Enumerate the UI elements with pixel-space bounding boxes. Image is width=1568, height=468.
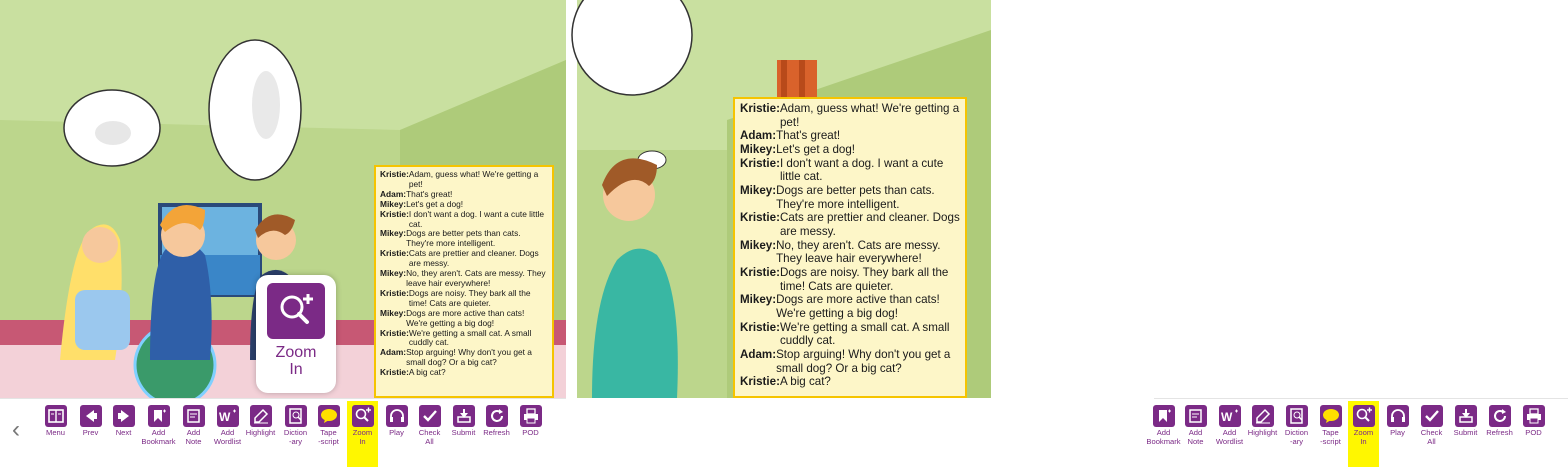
transcript-speech: Let's get a dog!: [776, 143, 856, 157]
zoom-in-button[interactable]: [347, 401, 378, 467]
transcript-speaker: Kristie:: [380, 248, 409, 259]
transcript-speaker: Mikey:: [740, 293, 777, 307]
play-label: Play: [1390, 428, 1405, 437]
transcript-line: [380, 329, 548, 349]
transcript-speaker: Adam:: [380, 188, 407, 199]
transcript-line: [380, 210, 548, 230]
transcript-speech: Cats are prettier and cleaner. Dogs are messy.: [779, 211, 960, 239]
check-icon: [1421, 405, 1443, 427]
add-bookmark-label: Add Bookmark: [141, 428, 176, 446]
transcript-speaker: Kristie:: [380, 367, 409, 378]
transcript-line: [380, 368, 548, 378]
transcript-speaker: Kristie:: [740, 266, 780, 280]
submit-button[interactable]: [1450, 401, 1481, 467]
prev-button[interactable]: [75, 401, 106, 467]
pod-label: POD: [522, 428, 539, 437]
pod-button[interactable]: [1518, 401, 1549, 467]
tapescript-label: Tape -script: [318, 428, 339, 446]
pod-label: POD: [1525, 428, 1542, 437]
left-page-panel: [0, 0, 566, 468]
highlight-icon: [1252, 405, 1274, 427]
add-note-label: Add Note: [1187, 428, 1204, 446]
wordlist-icon: [1219, 405, 1241, 427]
transcript-line: [740, 143, 960, 157]
transcript-speaker: Mikey:: [740, 238, 777, 252]
transcript-speech: Dogs are better pets than cats. They're more intelligent.: [406, 228, 521, 249]
bottom-toolbar-right: [1146, 398, 1568, 468]
transcript-speech: Dogs are better pets than cats. They're more intelligent.: [776, 184, 935, 211]
transcript-line: [740, 348, 960, 375]
transcript-speaker: Kristie:: [740, 320, 780, 334]
refresh-label: Refresh: [1486, 428, 1513, 437]
transcript-line: [380, 289, 548, 309]
zoom-in-popup-label: Zoom In: [275, 344, 317, 378]
highlight-icon: [250, 405, 272, 427]
transcript-line: [740, 293, 960, 320]
transcript-speech: I don't want a dog. I want a cute little cat.: [779, 156, 944, 184]
dictionary-button[interactable]: [1281, 401, 1312, 467]
dictionary-button[interactable]: [280, 401, 311, 467]
transcript-speech: Dogs are noisy. They bark all the time! Cats are quieter.: [408, 287, 531, 308]
transcript-speaker: Mikey:: [380, 198, 407, 209]
add-wordlist-button[interactable]: [1214, 401, 1245, 467]
transcript-speech: A big cat?: [408, 367, 446, 378]
wordlist-icon: [217, 405, 239, 427]
note-icon: [1185, 405, 1207, 427]
play-label: Play: [389, 428, 404, 437]
check-icon: [419, 405, 441, 427]
add-wordlist-label: Add Wordlist: [213, 428, 242, 446]
svg-text:W: W: [218, 410, 230, 424]
highlight-label: Highlight: [245, 428, 276, 437]
next-label: Next: [115, 428, 132, 437]
submit-button[interactable]: [448, 401, 479, 467]
next-button[interactable]: [108, 401, 139, 467]
transcript-speech: We're getting a small cat. A small cuddly cat.: [779, 320, 950, 348]
submit-label: Submit: [1453, 428, 1478, 437]
transcript-speaker: Mikey:: [380, 268, 407, 279]
check-all-button[interactable]: [1416, 401, 1447, 467]
transcript-speech: No, they aren't. Cats are messy. They leave hair everywhere!: [776, 238, 941, 266]
transcript-speech: Let's get a dog!: [406, 198, 464, 209]
transcript-speech: A big cat?: [779, 375, 831, 389]
transcript-line: [380, 170, 548, 190]
add-wordlist-button[interactable]: [212, 401, 243, 467]
play-button[interactable]: [381, 401, 412, 467]
menu-button[interactable]: [40, 401, 71, 467]
transcript-speaker: Adam:: [740, 129, 777, 143]
submit-label: Submit: [451, 428, 476, 437]
speech-bubble-icon: [1320, 405, 1342, 427]
add-bookmark-label: Add Bookmark: [1146, 428, 1181, 446]
transcript-speech: That's great!: [406, 188, 453, 199]
transcript-speech: Stop arguing! Why don't you get a small dog? Or a big cat?: [406, 347, 532, 368]
add-note-button[interactable]: [1180, 401, 1211, 467]
transcript-speaker: Kristie:: [380, 208, 409, 219]
transcript-speaker: Mikey:: [740, 184, 777, 198]
transcript-speech: I don't want a dog. I want a cute little cat.: [408, 208, 545, 229]
tapescript-button[interactable]: [1315, 401, 1346, 467]
refresh-button[interactable]: [1484, 401, 1515, 467]
bookmark-icon: [1153, 405, 1175, 427]
transcript-line: [380, 249, 548, 269]
refresh-button[interactable]: [481, 401, 512, 467]
tapescript-label: Tape -script: [1320, 428, 1341, 446]
chevron-left-icon[interactable]: ‹: [12, 416, 20, 443]
add-note-button[interactable]: [178, 401, 209, 467]
transcript-speaker: Kristie:: [380, 327, 409, 338]
zoom-in-popup-button[interactable]: [256, 275, 336, 393]
highlight-button[interactable]: [1247, 401, 1278, 467]
transcript-speaker: Kristie:: [740, 156, 780, 170]
next-icon: [113, 405, 135, 427]
check-all-label: Check All: [1420, 428, 1443, 446]
refresh-label: Refresh: [483, 428, 510, 437]
dictionary-label: Diction -ary: [283, 428, 308, 446]
add-bookmark-button[interactable]: [143, 401, 174, 467]
dictionary-label: Diction -ary: [1284, 428, 1309, 446]
transcript-line: [380, 348, 548, 368]
transcript-speaker: Kristie:: [740, 102, 780, 115]
tapescript-button[interactable]: [313, 401, 344, 467]
highlight-label: Highlight: [1247, 428, 1278, 437]
tapescript-transcript: [374, 165, 554, 398]
transcript-speaker: Mikey:: [380, 228, 407, 239]
transcript-line: [380, 229, 548, 249]
headphones-icon: [1387, 405, 1409, 427]
transcript-speaker: Adam:: [740, 348, 777, 362]
transcript-speech: Dogs are noisy. They bark all the time! Cats are quieter.: [779, 266, 949, 293]
menu-label: Menu: [46, 428, 65, 437]
printer-icon: [520, 405, 542, 427]
transcript-speech: No, they aren't. Cats are messy. They leave hair everywhere!: [406, 268, 546, 288]
transcript-speech: Stop arguing! Why don't you get a small dog? Or a big cat?: [776, 348, 951, 375]
bookmark-icon: [148, 405, 170, 427]
zoom-in-label: Zoom In: [352, 428, 373, 446]
svg-text:W: W: [1220, 410, 1232, 424]
zoom-in-icon: [1353, 405, 1375, 427]
tapescript-transcript-zoomed: [733, 97, 967, 398]
zoom-in-label: Zoom In: [1353, 428, 1374, 446]
refresh-icon: [1489, 405, 1511, 427]
dictionary-icon: [285, 405, 307, 427]
check-all-label: Check All: [418, 428, 441, 446]
check-all-button[interactable]: [414, 401, 445, 467]
add-note-label: Add Note: [185, 428, 202, 446]
transcript-line: [740, 375, 960, 389]
transcript-speaker: Kristie:: [380, 287, 409, 298]
transcript-speaker: Kristie:: [740, 211, 780, 225]
note-icon: [183, 405, 205, 427]
prev-label: Prev: [82, 428, 99, 437]
transcript-speaker: Kristie:: [740, 375, 780, 389]
transcript-line: [740, 266, 960, 293]
transcript-line: [740, 239, 960, 266]
zoom-in-icon: [267, 283, 325, 339]
bottom-toolbar-left: [0, 398, 566, 468]
highlight-button[interactable]: [245, 401, 276, 467]
transcript-speech: We're getting a small cat. A small cuddly cat.: [408, 327, 532, 348]
printer-icon: [1523, 405, 1545, 427]
refresh-icon: [486, 405, 508, 427]
menu-icon: [45, 405, 67, 427]
submit-icon: [453, 405, 475, 427]
transcript-speech: That's great!: [776, 129, 841, 143]
add-wordlist-label: Add Wordlist: [1215, 428, 1244, 446]
transcript-line: [740, 184, 960, 211]
transcript-line: [740, 102, 960, 129]
transcript-line: [740, 157, 960, 184]
prev-icon: [80, 405, 102, 427]
transcript-speech: Adam, guess what! We're getting a pet!: [408, 169, 539, 189]
transcript-speaker: Mikey:: [740, 143, 777, 157]
submit-icon: [1455, 405, 1477, 427]
transcript-line: [740, 211, 960, 238]
zoom-in-icon: [352, 405, 374, 427]
play-button[interactable]: [1382, 401, 1413, 467]
transcript-speech: Cats are prettier and cleaner. Dogs are messy.: [408, 248, 539, 269]
transcript-line: [740, 321, 960, 348]
speech-bubble-icon: [318, 405, 340, 427]
transcript-speaker: Mikey:: [380, 307, 407, 318]
transcript-speaker: Kristie:: [380, 169, 409, 179]
transcript-speaker: Adam:: [380, 347, 407, 358]
transcript-line: [380, 309, 548, 329]
transcript-speech: Dogs are more active than cats! We're getting a big dog!: [406, 307, 525, 328]
dictionary-icon: [1286, 405, 1308, 427]
transcript-speech: Adam, guess what! We're getting a pet!: [779, 102, 960, 129]
add-bookmark-button[interactable]: [1148, 401, 1179, 467]
pod-button[interactable]: [515, 401, 546, 467]
transcript-line: [740, 129, 960, 143]
headphones-icon: [386, 405, 408, 427]
zoom-in-button[interactable]: [1348, 401, 1379, 467]
transcript-speech: Dogs are more active than cats! We're getting a big dog!: [776, 293, 940, 321]
transcript-line: [380, 269, 548, 289]
